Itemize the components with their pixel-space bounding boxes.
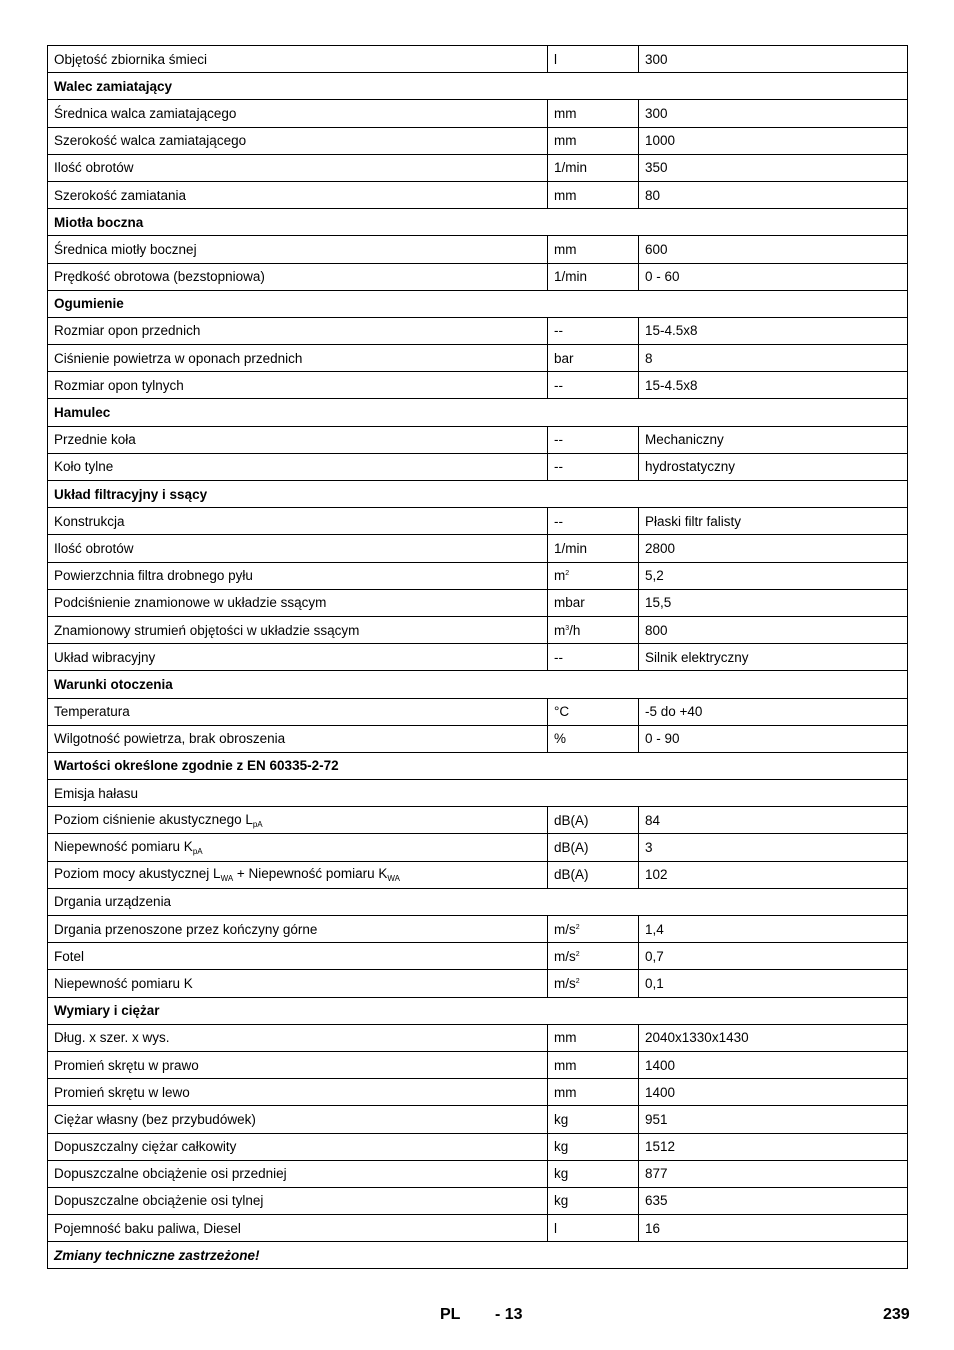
label-text: Poziom ciśnienie akustycznego L [54,811,253,827]
row-label [48,1160,548,1187]
row-label [48,345,548,372]
row-unit [548,1187,639,1214]
table-row [48,562,908,589]
row-label [48,453,548,480]
row-value: 0 - 60 [639,263,908,290]
unit-text: m [554,568,566,584]
table-row [48,644,908,671]
label-subscript: WA [387,874,400,884]
footer-page-number: 239 [883,1306,910,1323]
row-label [48,1051,548,1078]
unit-text: l [554,51,557,67]
table-row [48,1133,908,1160]
unit-text: 1/min [554,160,588,176]
unit-text: mm [554,1057,577,1073]
table-row [48,535,908,562]
row-unit [548,834,639,861]
table-row [48,943,908,970]
row-unit [548,1160,639,1187]
row-label [48,562,548,589]
table-row [48,508,908,535]
unit-superscript: 2 [575,950,580,958]
row-value: 15-4.5x8 [639,317,908,344]
row-value: 0,1 [639,970,908,997]
label-text: Pojemność baku paliwa, Diesel [54,1220,241,1236]
label-text: Podciśnienie znamionowe w układzie ssącym [54,595,327,611]
row-label [48,263,548,290]
row-label [48,616,548,643]
label-text: Szerokość walca zamiatającego [54,133,247,149]
label-text: Rozmiar opon tylnych [54,377,184,393]
unit-text: dB(A) [554,840,589,856]
section-heading: Wartości określone zgodnie z EN 60335-2-72 [48,752,908,779]
section-row [48,671,908,698]
section-heading: Miotła boczna [48,209,908,236]
table-row [48,1079,908,1106]
label-text: Niepewność pomiaru K [54,839,193,855]
section-row [48,73,908,100]
row-value: 0,7 [639,943,908,970]
label-text: Promień skrętu w prawo [54,1057,199,1073]
row-unit [548,236,639,263]
row-label [48,970,548,997]
row-unit [548,1024,639,1051]
row-value: 635 [639,1187,908,1214]
section-heading: Hamulec [48,399,908,426]
label-subscript: WA [220,874,234,884]
row-unit [548,508,639,535]
unit-text: -- [554,377,563,393]
row-label [48,181,548,208]
row-value: 15-4.5x8 [639,372,908,399]
row-unit [548,426,639,453]
unit-text: mm [554,1084,577,1100]
section-row [48,997,908,1024]
row-label [48,1133,548,1160]
table-row [48,834,908,861]
row-value: 1000 [639,127,908,154]
table-row [48,970,908,997]
table-row [48,345,908,372]
row-value: 600 [639,236,908,263]
label-text: Promień skrętu w lewo [54,1084,190,1100]
section-heading: Ogumienie [48,290,908,317]
row-label [48,1079,548,1106]
row-unit [548,317,639,344]
row-label [48,1106,548,1133]
unit-text: m/s [554,975,576,991]
row-value: 1400 [639,1051,908,1078]
table-row [48,426,908,453]
row-label [48,508,548,535]
label-text: Układ wibracyjny [54,649,156,665]
unit-text: mm [554,1030,577,1046]
unit-text: -- [554,459,563,475]
unit-text: m/s [554,948,576,964]
label-text: Ciężar własny (bez przybudówek) [54,1111,256,1127]
table-row [48,916,908,943]
section-row [48,209,908,236]
row-label [48,698,548,725]
row-value: 800 [639,616,908,643]
table-row [48,698,908,725]
row-label [48,46,548,73]
row-unit [548,644,639,671]
row-value: 80 [639,181,908,208]
table-row [48,263,908,290]
unit-text: kg [554,1193,569,1209]
table-row [48,46,908,73]
label-text: Poziom mocy akustycznej L [54,866,221,882]
section-heading: Wymiary i ciężar [48,997,908,1024]
footnote-text: Zmiany techniczne zastrzeżone! [48,1242,908,1269]
row-unit [548,861,639,888]
label-text: Średnica walca zamiatającego [54,105,237,121]
row-unit [548,562,639,589]
row-value: 300 [639,46,908,73]
row-unit [548,970,639,997]
row-unit [548,1133,639,1160]
unit-text: l [554,1220,557,1236]
unit-text: -- [554,513,563,529]
table-row [48,236,908,263]
row-unit [548,589,639,616]
label-text: Znamionowy strumień objętości w układzie ssącym [54,622,360,638]
row-unit [548,154,639,181]
label-text: Prędkość obrotowa (bezstopniowa) [54,269,265,285]
row-label [48,236,548,263]
label-text: Koło tylne [54,459,114,475]
label-text-continued: + Niepewność pomiaru K [233,866,388,882]
row-value: 877 [639,1160,908,1187]
table-row [48,1051,908,1078]
label-text: Temperatura [54,704,130,720]
unit-text: 1/min [554,269,588,285]
unit-text: bar [554,350,574,366]
table-row [48,453,908,480]
row-unit [548,1051,639,1078]
label-text: Średnica miotły bocznej [54,241,197,257]
unit-text: mm [554,133,577,149]
label-subscript: pA [192,847,203,857]
subheading: Drgania urządzenia [48,888,908,915]
row-label [48,100,548,127]
table-row [48,127,908,154]
row-label [48,154,548,181]
table-row [48,1160,908,1187]
row-unit [548,372,639,399]
row-value: 5,2 [639,562,908,589]
table-row [48,589,908,616]
row-label [48,535,548,562]
row-label [48,426,548,453]
row-value: hydrostatyczny [639,453,908,480]
label-text: Objętość zbiornika śmieci [54,51,208,67]
row-label [48,644,548,671]
table-row [48,1215,908,1242]
section-row [48,888,908,915]
section-heading: Walec zamiatający [48,73,908,100]
row-value: 15,5 [639,589,908,616]
table-row [48,1106,908,1133]
label-text: Dopuszczalne obciążenie osi tylnej [54,1193,264,1209]
row-value: Mechaniczny [639,426,908,453]
table-row [48,616,908,643]
row-value: 16 [639,1215,908,1242]
row-value: Silnik elektryczny [639,644,908,671]
section-heading: Układ filtracyjny i ssący [48,481,908,508]
row-unit [548,535,639,562]
row-unit [548,127,639,154]
row-unit [548,725,639,752]
row-value: 1512 [639,1133,908,1160]
row-value: 1400 [639,1079,908,1106]
label-text: Fotel [54,948,85,964]
unit-text: -- [554,432,563,448]
table-row [48,861,908,888]
row-value: 2800 [639,535,908,562]
label-text: Rozmiar opon przednich [54,323,201,339]
table-row [48,181,908,208]
unit-text: mm [554,187,577,203]
unit-superscript: 3 [565,624,570,632]
row-value: 84 [639,807,908,834]
row-label [48,834,548,861]
section-row [48,780,908,807]
label-text: Przednie koła [54,432,136,448]
row-value: 951 [639,1106,908,1133]
unit-superscript: 2 [575,977,580,985]
row-unit [548,698,639,725]
unit-text: °C [554,704,570,720]
label-text: Konstrukcja [54,513,125,529]
row-label [48,127,548,154]
subheading: Emisja hałasu [48,780,908,807]
row-label [48,1187,548,1214]
row-unit [548,916,639,943]
unit-text: m [554,622,566,638]
row-unit [548,46,639,73]
section-row [48,481,908,508]
row-value: 300 [639,100,908,127]
table-row [48,154,908,181]
row-unit [548,181,639,208]
row-unit [548,263,639,290]
row-value: 8 [639,345,908,372]
row-label [48,372,548,399]
section-row [48,290,908,317]
row-value: -5 do +40 [639,698,908,725]
unit-text: % [554,731,567,747]
footer-language: PL [440,1306,461,1323]
row-unit [548,1079,639,1106]
unit-text: m/s [554,921,576,937]
row-label [48,943,548,970]
row-label [48,1024,548,1051]
row-value: 1,4 [639,916,908,943]
label-text: Powierzchnia filtra drobnego pyłu [54,568,253,584]
label-text: Wilgotność powietrza, brak obroszenia [54,731,286,747]
row-unit [548,1215,639,1242]
row-label [48,589,548,616]
table-row [48,1187,908,1214]
label-text: Ilość obrotów [54,160,134,176]
table-row [48,807,908,834]
footer-local-page: - 13 [495,1306,523,1323]
footnote-row [48,1242,908,1269]
unit-text: dB(A) [554,867,589,883]
row-value: 350 [639,154,908,181]
unit-superscript: 2 [575,923,580,931]
table-body [48,46,908,1269]
table-row [48,1024,908,1051]
row-unit [548,345,639,372]
label-text: Dopuszczalne obciążenie osi przedniej [54,1166,287,1182]
row-value: 3 [639,834,908,861]
label-text: Ciśnienie powietrza w oponach przednich [54,350,303,366]
row-label [48,725,548,752]
row-unit [548,100,639,127]
row-label [48,807,548,834]
label-text: Dopuszczalny ciężar całkowity [54,1139,237,1155]
label-subscript: pA [252,819,263,829]
section-row [48,752,908,779]
unit-text: mm [554,105,577,121]
unit-text: dB(A) [554,812,589,828]
row-unit [548,807,639,834]
table-row [48,725,908,752]
section-row [48,399,908,426]
label-text: Dług. x szer. x wys. [54,1030,170,1046]
unit-text: -- [554,649,563,665]
row-value: 102 [639,861,908,888]
row-unit [548,616,639,643]
unit-text-tail: /h [569,622,581,638]
section-heading: Warunki otoczenia [48,671,908,698]
technical-data-table [47,45,908,1269]
row-unit [548,1106,639,1133]
label-text: Szerokość zamiatania [54,187,187,203]
row-label [48,1215,548,1242]
unit-superscript: 2 [565,570,570,578]
row-label [48,317,548,344]
unit-text: -- [554,323,563,339]
unit-text: 1/min [554,540,588,556]
row-unit [548,943,639,970]
row-label [48,861,548,888]
row-label [48,916,548,943]
unit-text: kg [554,1139,569,1155]
row-value: 0 - 90 [639,725,908,752]
label-text: Niepewność pomiaru K [54,975,193,991]
row-unit [548,453,639,480]
label-text: Drgania przenoszone przez kończyny górne [54,921,318,937]
table-row [48,372,908,399]
unit-text: mm [554,241,577,257]
row-value: 2040x1330x1430 [639,1024,908,1051]
unit-text: mbar [554,595,585,611]
row-value: Płaski filtr falisty [639,508,908,535]
table-row [48,100,908,127]
unit-text: kg [554,1166,569,1182]
label-text: Ilość obrotów [54,540,134,556]
unit-text: kg [554,1111,569,1127]
table-row [48,317,908,344]
